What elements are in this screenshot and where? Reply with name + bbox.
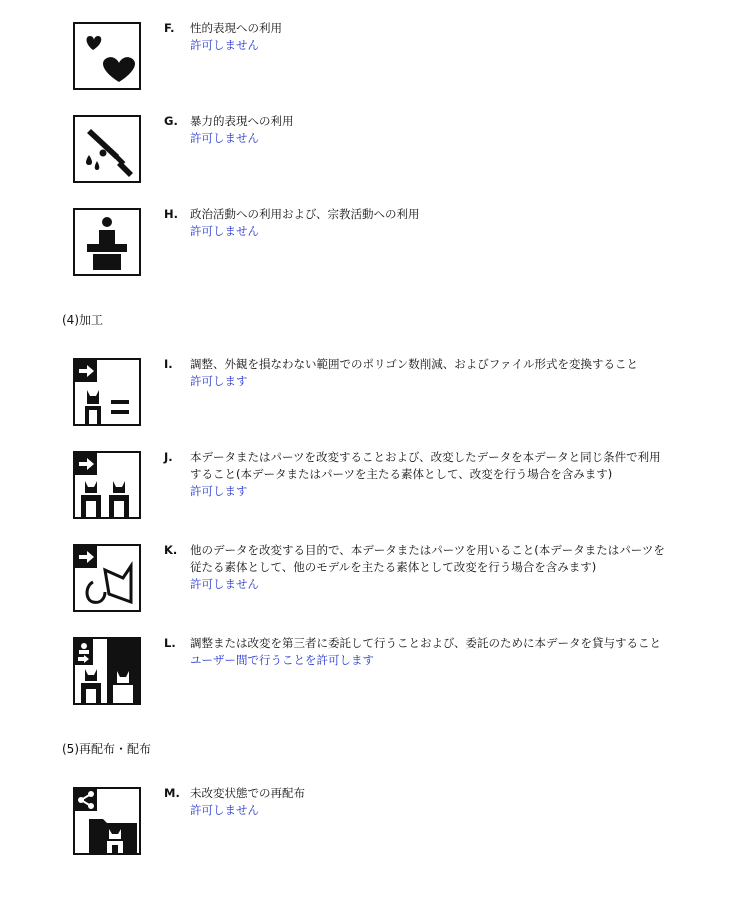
modify-characters-icon [73, 451, 141, 519]
section-heading-redistribution: (5)再配布・配布 [62, 742, 151, 756]
item-text: 未改変状態での再配布 [190, 786, 305, 800]
hearts-icon [73, 22, 141, 90]
item-status: 許可します [190, 484, 248, 498]
delegate-icon [73, 637, 141, 705]
item-status: 許可しません [190, 577, 259, 591]
adjust-equal-icon [73, 358, 141, 426]
item-status: 許可しません [190, 38, 259, 52]
item-text: 調整または改変を第三者に委託して行うことおよび、委託のために本データを貸与すること [190, 636, 662, 650]
item-text: 調整、外観を損なわない範囲でのポリゴン数削減、およびファイル形式を変換すること [190, 357, 639, 371]
item-status: 許可しません [190, 224, 259, 238]
section-heading-processing: (4)加工 [62, 313, 103, 327]
item-text: 性的表現への利用 [190, 21, 282, 35]
item-status: 許可しません [190, 803, 259, 817]
item-text: 他のデータを改変する目的で、本データまたはパーツを用いること(本データまたはパーツを従たる素体として、他のモデルを主たる素体として改変を行う場合を含みます) [190, 543, 665, 574]
item-status: ユーザー間で行うことを許可します [190, 653, 374, 667]
item-status: 許可しません [190, 131, 259, 145]
podium-speaker-icon [73, 208, 141, 276]
share-folder-icon [73, 787, 141, 855]
item-text: 暴力的表現への利用 [190, 114, 294, 128]
item-text: 本データまたはパーツを改変することおよび、改変したデータを本データと同じ条件で利用すること(本データまたはパーツを主たる素体として、改変を行う場合を含みます) [190, 450, 661, 481]
item-text: 政治活動への利用および、宗教活動への利用 [190, 207, 420, 221]
item-status: 許可します [190, 374, 248, 388]
knife-blood-icon [73, 115, 141, 183]
parts-reuse-icon [73, 544, 141, 612]
